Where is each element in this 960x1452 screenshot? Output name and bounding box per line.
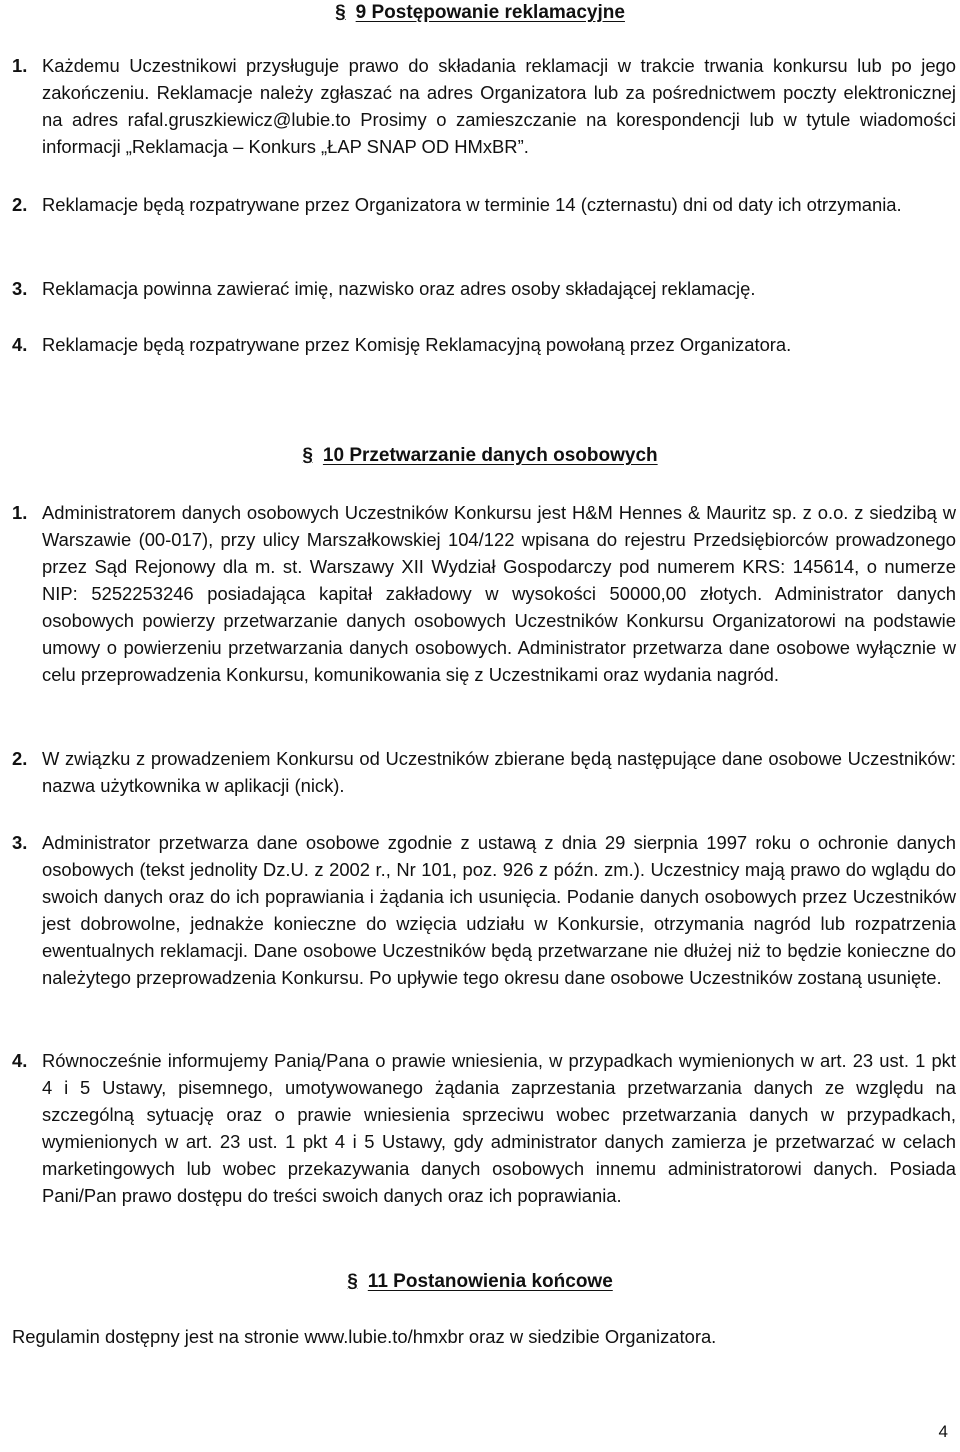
item-text: Reklamacje będą rozpatrywane przez Komisję Reklamacyjną powołaną przez Organizatora. [42, 334, 792, 355]
item-number: 3. [12, 278, 28, 299]
item-text: Równocześnie informujemy Panią/Pana o prawie wniesienia, w przypadkach wymienionych w art. 23 ust. 1 pkt 4 i 5 Ustawy, pisemnego, umotywowanego żądania zaprzestania przetwarzania danych ze względu na szczególną sytuację oraz o prawie wniesienia sprzeciwu wobec przetwarzania danych w przypadkach, wymienionych w art. 23 ust. 1 pkt 4 i 5 Ustawy, gdy administrator danych zamierza je przetwarzać w celach marketingowych lub wobec przekazywania danych osobowych innemu administratorowi danych. Posiada Pani/Pan prawo dostępu do treści swoich danych oraz ich poprawiania. [42, 1050, 956, 1206]
item-text: Reklamacja powinna zawierać imię, nazwisko oraz adres osoby składającej reklamację. [42, 278, 756, 299]
page-number: 4 [938, 1422, 948, 1441]
section-10-item-1 [12, 499, 956, 688]
section-9-heading [0, 0, 960, 26]
section-9-item-1 [12, 52, 956, 160]
section-10-title: 10 Przetwarzanie danych osobowych [322, 445, 658, 466]
item-number: 1. [12, 55, 28, 76]
item-number: 2. [12, 194, 28, 215]
section-10-item-3 [12, 829, 956, 991]
section-mark: § [302, 445, 313, 466]
item-number: 3. [12, 832, 28, 853]
section-11-heading [0, 1269, 960, 1295]
section-10-item-2 [12, 745, 956, 799]
item-text: Każdemu Uczestnikowi przysługuje prawo do składania reklamacji w trakcie trwania konkursu lub po jego zakończeniu. Reklamacje należy zgłaszać na adres Organizatora lub za pośrednictwem poczty elektronicznej na adres rafal.gruszkiewicz@lubie.to Prosimy o zamieszczanie na korespondencji lub w tytule wiadomości informacji „Reklamacja – Konkurs „ŁAP SNAP OD HMxBR”. [42, 55, 956, 157]
item-number: 4. [12, 334, 28, 355]
item-number: 4. [12, 1050, 28, 1071]
section-9-item-2 [12, 191, 956, 218]
section-11-title: 11 Postanowienia końcowe [367, 1271, 613, 1292]
section-11-text: Regulamin dostępny jest na stronie www.lubie.to/hmxbr oraz w siedzibie Organizatora. [12, 1326, 717, 1347]
section-10-heading [0, 443, 960, 469]
section-mark: § [347, 1271, 358, 1292]
item-text: W związku z prowadzeniem Konkursu od Uczestników zbierane będą następujące dane osobowe Uczestników: nazwa użytkownika w aplikacji (nick). [42, 748, 956, 796]
section-9-title: 9 Postępowanie reklamacyjne [355, 2, 625, 23]
item-number: 2. [12, 748, 28, 769]
section-9-item-3 [12, 275, 956, 302]
item-text: Administrator przetwarza dane osobowe zgodnie z ustawą z dnia 29 sierpnia 1997 roku o ochronie danych osobowych (tekst jednolity Dz.U. z 2002 r., Nr 101, poz. 926 z późn. zm.). Uczestnicy mają prawo do wglądu do swoich danych oraz do ich poprawiania i żądania ich usunięcia. Podanie danych osobowych przez Uczestników jest dobrowolne, jednakże konieczne do wzięcia udziału w Konkursie, otrzymania nagród lub rozpatrzenia ewentualnych reklamacji. Dane osobowe Uczestników będą przetwarzane nie dłużej niż to będzie konieczne do należytego przeprowadzenia Konkursu. Po upływie tego okresu dane osobowe Uczestników zostaną usunięte. [42, 832, 956, 988]
item-text: Administratorem danych osobowych Uczestników Konkursu jest H&M Hennes & Mauritz sp. z o.o. z siedzibą w Warszawie (00-017), przy ulicy Marszałkowskiej 104/122 wpisana do rejestru Przedsiębiorców prowadzonego przez Sąd Rejonowy dla m. st. Warszawy XII Wydział Gospodarczy pod numerem KRS: 145614, o numerze NIP: 5252253246 posiadająca kapitał zakładowy w wysokości 50000,00 złotych. Administrator danych osobowych powierzy przetwarzanie danych osobowych Uczestników Konkursu Organizatorowi na podstawie umowy o powierzeniu przetwarzania danych osobowych. Administrator przetwarza dane osobowe wyłącznie w celu przeprowadzenia Konkursu, komunikowania się z Uczestnikami oraz wydania nagród. [42, 502, 956, 685]
section-10-item-4 [12, 1047, 956, 1209]
section-9-item-4 [12, 331, 956, 358]
section-mark: § [335, 2, 346, 23]
item-text: Reklamacje będą rozpatrywane przez Organizatora w terminie 14 (czternastu) dni od daty ich otrzymania. [42, 194, 902, 215]
item-number: 1. [12, 502, 28, 523]
